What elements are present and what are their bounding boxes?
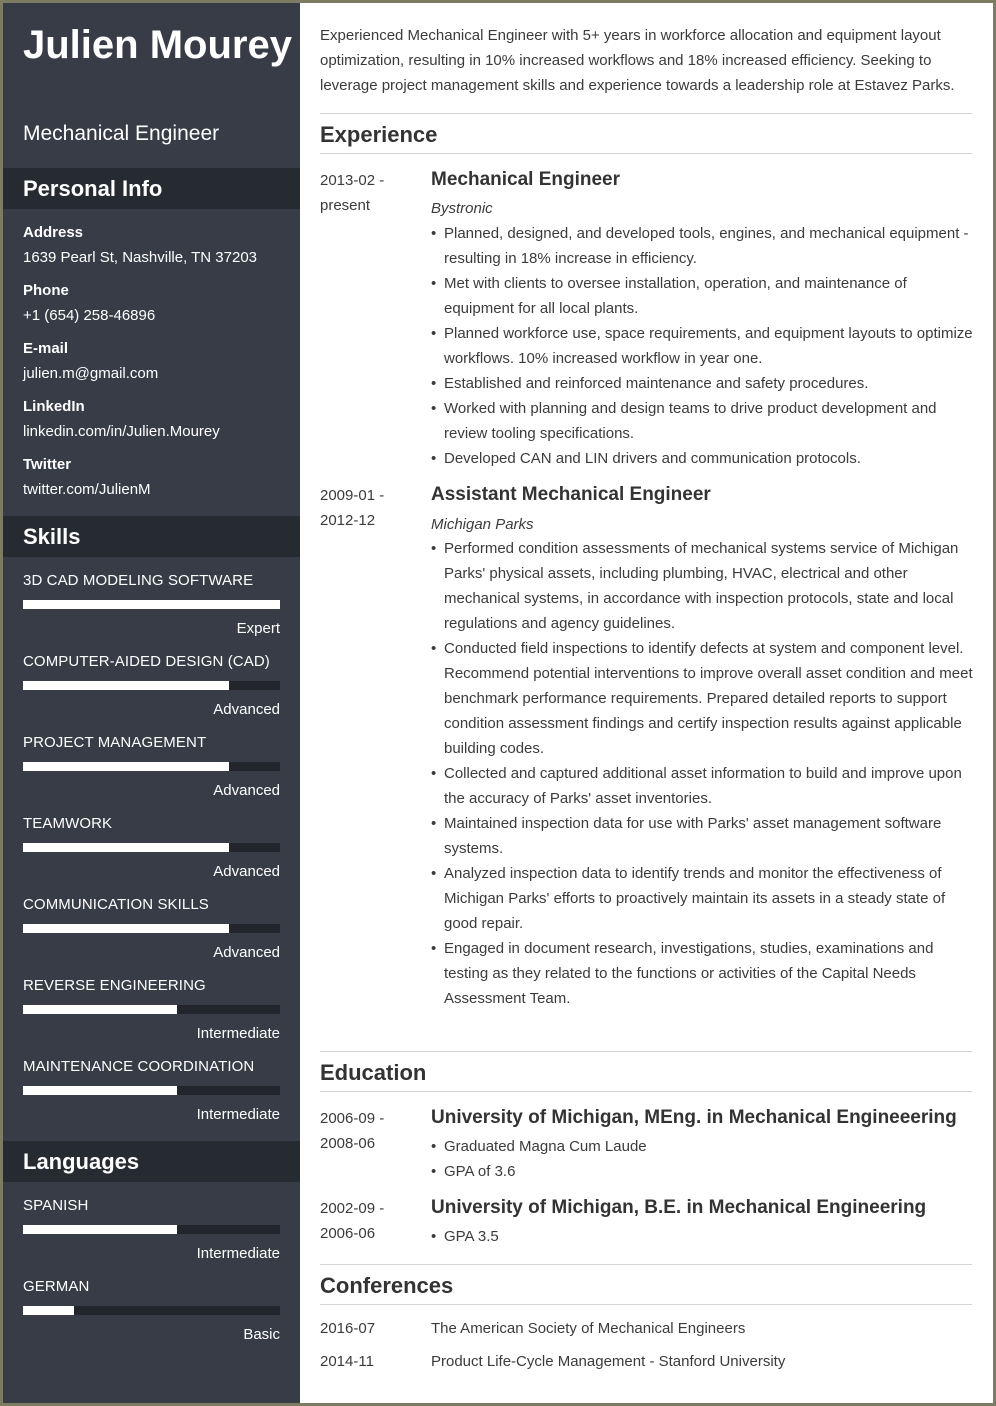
skill-level: Advanced <box>213 782 280 799</box>
divider <box>320 1304 972 1305</box>
skill-name: PROJECT MANAGEMENT <box>23 734 207 751</box>
address-label: Address <box>23 224 84 241</box>
experience-company: Bystronic <box>431 200 493 217</box>
bullet-item: • Worked with planning and design teams to drive product development and review tooling specifications. <box>431 396 976 446</box>
experience-company: Michigan Parks <box>431 516 534 533</box>
language-bar <box>23 1225 280 1234</box>
skills-heading: Skills <box>3 516 300 557</box>
bullet-item: • Planned workforce use, space requirements, and equipment layouts to optimize workflows. 10% increased workflow in year one. <box>431 321 976 371</box>
education-date-start: 2002-09 - <box>320 1200 385 1217</box>
skill-level: Intermediate <box>196 1106 280 1123</box>
twitter-label: Twitter <box>23 456 72 473</box>
phone-label: Phone <box>23 282 69 299</box>
email-value: julien.m@gmail.com <box>23 365 159 382</box>
skill-level: Advanced <box>213 701 280 718</box>
skill-name: MAINTENANCE COORDINATION <box>23 1058 255 1075</box>
experience-title: Assistant Mechanical Engineer <box>431 484 711 505</box>
experience-bullets <box>431 536 976 1011</box>
bullet-item: • Collected and captured additional asset information to build and improve upon the accuracy of Parks' asset inventories. <box>431 761 976 811</box>
skill-level: Advanced <box>213 863 280 880</box>
twitter-value: twitter.com/JulienM <box>23 481 151 498</box>
education-heading: Education <box>320 1060 427 1085</box>
languages-heading: Languages <box>3 1141 300 1182</box>
experience-date-end: 2012-12 <box>320 512 376 529</box>
bullet-item: • Maintained inspection data for use with Parks' asset management software systems. <box>431 811 976 861</box>
language-bar-fill <box>23 1306 74 1315</box>
bullet-item: • Performed condition assessments of mechanical systems service of Michigan Parks' physical assets, including plumbing, HVAC, electrical and other mechanical systems, in accordance with inspection protocols, state and local regulations and agency guidelines. <box>431 536 976 636</box>
bullet-item: • GPA of 3.6 <box>431 1159 976 1184</box>
sidebar <box>3 3 300 1403</box>
skill-bar-fill <box>23 843 229 852</box>
skill-bar-fill <box>23 1086 177 1095</box>
bullet-item: • Engaged in document research, investigations, studies, examinations and testing as they related to the functions or activities of the Capital Needs Assessment Team. <box>431 936 976 1011</box>
bullet-item: • Established and reinforced maintenance and safety procedures. <box>431 371 976 396</box>
bullet-item: • Met with clients to oversee installation, operation, and maintenance of equipment for all local plants. <box>431 271 976 321</box>
experience-bullets <box>431 221 976 471</box>
skill-bar-fill <box>23 1005 177 1014</box>
candidate-name: Julien Mourey <box>23 23 292 67</box>
skill-name: COMPUTER-AIDED DESIGN (CAD) <box>23 653 270 670</box>
bullet-item: • Planned, designed, and developed tools, engines, and mechanical equipment - resulting in 18% increase in efficiency. <box>431 221 976 271</box>
conference-date: 2016-07 <box>320 1320 376 1337</box>
skill-bar-fill <box>23 924 229 933</box>
bullet-item: • GPA 3.5 <box>431 1224 976 1249</box>
divider <box>320 1051 972 1052</box>
candidate-title: Mechanical Engineer <box>23 122 220 145</box>
skill-name: TEAMWORK <box>23 815 113 832</box>
experience-heading: Experience <box>320 122 438 147</box>
education-date-end: 2006-06 <box>320 1225 376 1242</box>
conference-date: 2014-11 <box>320 1353 374 1370</box>
skill-name: REVERSE ENGINEERING <box>23 977 206 994</box>
language-level: Basic <box>243 1326 280 1343</box>
skill-bar <box>23 1086 280 1095</box>
skill-bar-fill <box>23 681 229 690</box>
bullet-item: • Graduated Magna Cum Laude <box>431 1134 976 1159</box>
skill-bar <box>23 681 280 690</box>
bullet-item: • Developed CAN and LIN drivers and communication protocols. <box>431 446 976 471</box>
skill-name: 3D CAD MODELING SOFTWARE <box>23 572 254 589</box>
divider <box>320 1091 972 1092</box>
education-bullets <box>431 1224 976 1249</box>
language-bar-fill <box>23 1225 177 1234</box>
skill-bar <box>23 600 280 609</box>
language-level: Intermediate <box>196 1245 280 1262</box>
skill-level: Advanced <box>213 944 280 961</box>
conference-name: The American Society of Mechanical Engineers <box>431 1320 746 1337</box>
education-title: University of Michigan, MEng. in Mechanical Engineeering <box>431 1107 957 1128</box>
linkedin-value: linkedin.com/in/Julien.Mourey <box>23 423 220 440</box>
skill-bar <box>23 843 280 852</box>
experience-title: Mechanical Engineer <box>431 169 621 190</box>
skill-name: COMMUNICATION SKILLS <box>23 896 209 913</box>
experience-date-start: 2009-01 - <box>320 487 385 504</box>
email-label: E-mail <box>23 340 69 357</box>
education-date-start: 2006-09 - <box>320 1110 385 1127</box>
bullet-item: • Analyzed inspection data to identify trends and monitor the effectiveness of Michigan Parks' efforts to proactively maintain its assets in a steady state of good repair. <box>431 861 976 936</box>
linkedin-label: LinkedIn <box>23 398 85 415</box>
skill-bar <box>23 924 280 933</box>
experience-date-start: 2013-02 - <box>320 172 385 189</box>
conference-name: Product Life-Cycle Management - Stanford University <box>431 1353 786 1370</box>
address-value: 1639 Pearl St, Nashville, TN 37203 <box>23 249 258 266</box>
divider <box>320 113 972 114</box>
skill-level: Intermediate <box>196 1025 280 1042</box>
skill-bar <box>23 762 280 771</box>
skill-level: Expert <box>236 620 280 637</box>
education-title: University of Michigan, B.E. in Mechanical Engineering <box>431 1197 927 1218</box>
resume-page <box>3 3 993 1403</box>
experience-date-end: present <box>320 197 371 214</box>
conferences-heading: Conferences <box>320 1273 454 1298</box>
education-bullets <box>431 1134 976 1184</box>
education-date-end: 2008-06 <box>320 1135 376 1152</box>
divider <box>320 1264 972 1265</box>
divider <box>320 153 972 154</box>
skill-bar-fill <box>23 600 280 609</box>
main-content <box>300 3 993 1403</box>
professional-summary: Experienced Mechanical Engineer with 5+ years in workforce allocation and equipment layout optimization, resulting in 10% increased workflows and 18% increased efficiency. Seeking to leverage project management skills and experience towards a leadership role at Estavez Parks. <box>320 27 955 94</box>
bullet-item: • Conducted field inspections to identify defects at system and component level. Recommend potential interventions to improve overall asset condition and meet benchmark performance requirements. Prepared detailed reports to support condition assessment findings and certify inspection results against applicable building codes. <box>431 636 976 761</box>
phone-value: +1 (654) 258-46896 <box>23 307 156 324</box>
skill-bar <box>23 1005 280 1014</box>
language-name: SPANISH <box>23 1197 89 1214</box>
skill-bar-fill <box>23 762 229 771</box>
personal-info-heading: Personal Info <box>3 168 300 209</box>
language-bar <box>23 1306 280 1315</box>
language-name: GERMAN <box>23 1278 90 1295</box>
